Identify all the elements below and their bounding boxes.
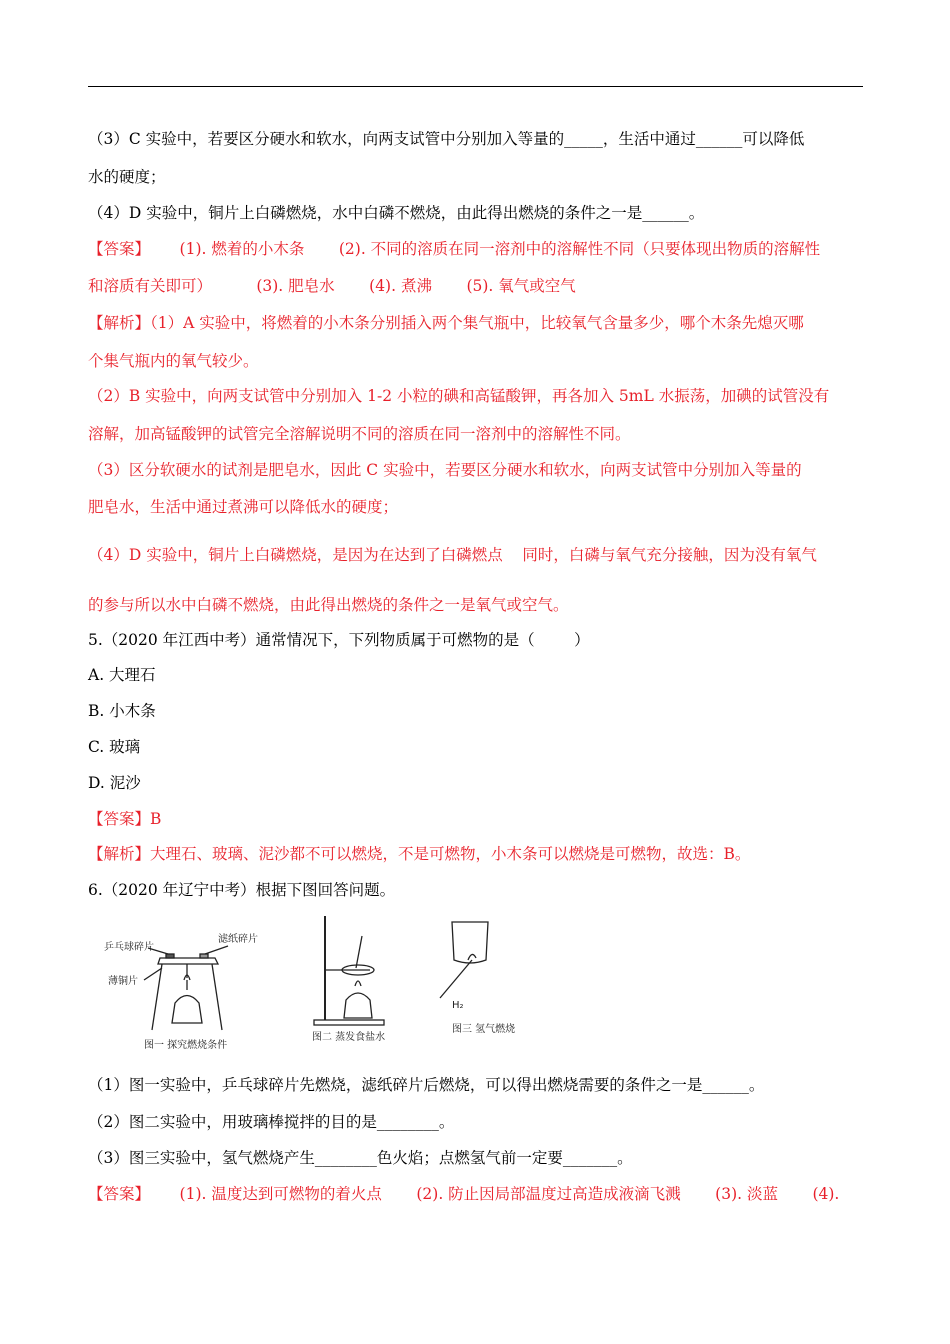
q4-part3-line2: 水的硬度； [88, 168, 166, 186]
q4-explain-line4: 溶解，加高锰酸钾的试管完全溶解说明不同的溶质在同一溶剂中的溶解性不同。 [88, 425, 631, 443]
copper-sheet [158, 958, 218, 964]
filter-fragment [200, 954, 208, 958]
q5-option-b: B. 小木条 [88, 702, 156, 720]
label-copper: 薄铜片 [108, 976, 138, 987]
header-rule [88, 86, 863, 87]
q4-answer-line2: 和溶质有关即可） (3). 肥皂水 (4). 煮沸 (5). 氧气或空气 [88, 277, 576, 295]
q5-explain: 【解析】大理石、玻璃、泥沙都不可以燃烧，不是可燃物，小木条可以燃烧是可燃物，故选：B。 [88, 845, 751, 863]
q4-explain-line6: 肥皂水，生活中通过煮沸可以降低水的硬度； [88, 498, 399, 516]
q5-option-d: D. 泥沙 [88, 774, 141, 792]
q6-part1: （1）图一实验中，乒乓球碎片先燃烧，滤纸碎片后燃烧，可以得出燃烧需要的条件之一是______。 [88, 1076, 765, 1094]
caption-fig1: 图一 探究燃烧条件 [144, 1040, 228, 1051]
iron-stand-base [314, 1020, 384, 1025]
q4-part3-line1: （3）C 实验中，若要区分硬水和软水，向两支试管中分别加入等量的_____，生活中通过______可以降低 [88, 130, 805, 148]
caption-fig2: 图二 蒸发食盐水 [312, 1032, 386, 1043]
alcohol-lamp [344, 993, 372, 1018]
tripod-leg [212, 964, 222, 1030]
q5-answer: 【答案】B [88, 810, 162, 828]
q5-option-a: A. 大理石 [88, 666, 156, 684]
q6-part2: （2）图二实验中，用玻璃棒搅拌的目的是________。 [88, 1113, 455, 1131]
jet-tube [440, 960, 472, 998]
q4-answer-line1: 【答案】 (1). 燃着的小木条 (2). 不同的溶质在同一溶剂中的溶解性不同（只要体现出物质的溶解性 [88, 240, 821, 258]
q6-stem: 6.（2020 年辽宁中考）根据下图回答问题。 [88, 881, 396, 899]
q4-part4: （4）D 实验中，铜片上白磷燃烧，水中白磷不燃烧，由此得出燃烧的条件之一是______。 [88, 204, 705, 222]
q5-option-c: C. 玻璃 [88, 738, 141, 756]
q4-explain-line3: （2）B 实验中，向两支试管中分别加入 1-2 小粒的碘和高锰酸钾，再各加入 5mL 水振荡，加碘的试管没有 [88, 387, 830, 405]
alcohol-lamp [172, 996, 202, 1024]
pingpong-fragment [166, 954, 174, 958]
caption-fig3: 图三 氢气燃烧 [452, 1024, 516, 1035]
experiment-illustration [100, 908, 540, 1058]
q4-explain-line8: 的参与所以水中白磷不燃烧，由此得出燃烧的条件之一是氧气或空气。 [88, 596, 569, 614]
label-h2: H₂ [452, 1000, 464, 1011]
q5-stem: 5.（2020 年江西中考）通常情况下，下列物质属于可燃物的是（ ） [88, 631, 590, 649]
q6-figure [100, 908, 540, 1058]
flame [468, 954, 476, 960]
q6-part3: （3）图三实验中，氢气燃烧产生________色火焰；点燃氢气前一定要_______。 [88, 1149, 633, 1167]
label-filter: 滤纸碎片 [218, 934, 258, 945]
q4-explain-line7: （4）D 实验中，铜片上白磷燃烧，是因为在达到了白磷燃点 同时，白磷与氧气充分接触，因为没有氧气 [88, 546, 817, 564]
label-pingpong: 乒乓球碎片 [104, 942, 154, 953]
q6-answer: 【答案】 (1). 温度达到可燃物的着火点 (2). 防止因局部温度过高造成液滴飞溅 (3). 淡蓝 (4). [88, 1185, 840, 1203]
glass-rod [356, 936, 362, 968]
q4-explain-line5: （3）区分软硬水的试剂是肥皂水，因此 C 实验中，若要区分硬水和软水，向两支试管中分别加入等量的 [88, 461, 802, 479]
q4-explain-line1: 【解析】（1）A 实验中，将燃着的小木条分别插入两个集气瓶中，比较氧气含量多少，哪个木条先熄灭哪 [88, 314, 804, 332]
flame [355, 981, 361, 986]
q4-explain-line2: 个集气瓶内的氧气较少。 [88, 352, 259, 370]
